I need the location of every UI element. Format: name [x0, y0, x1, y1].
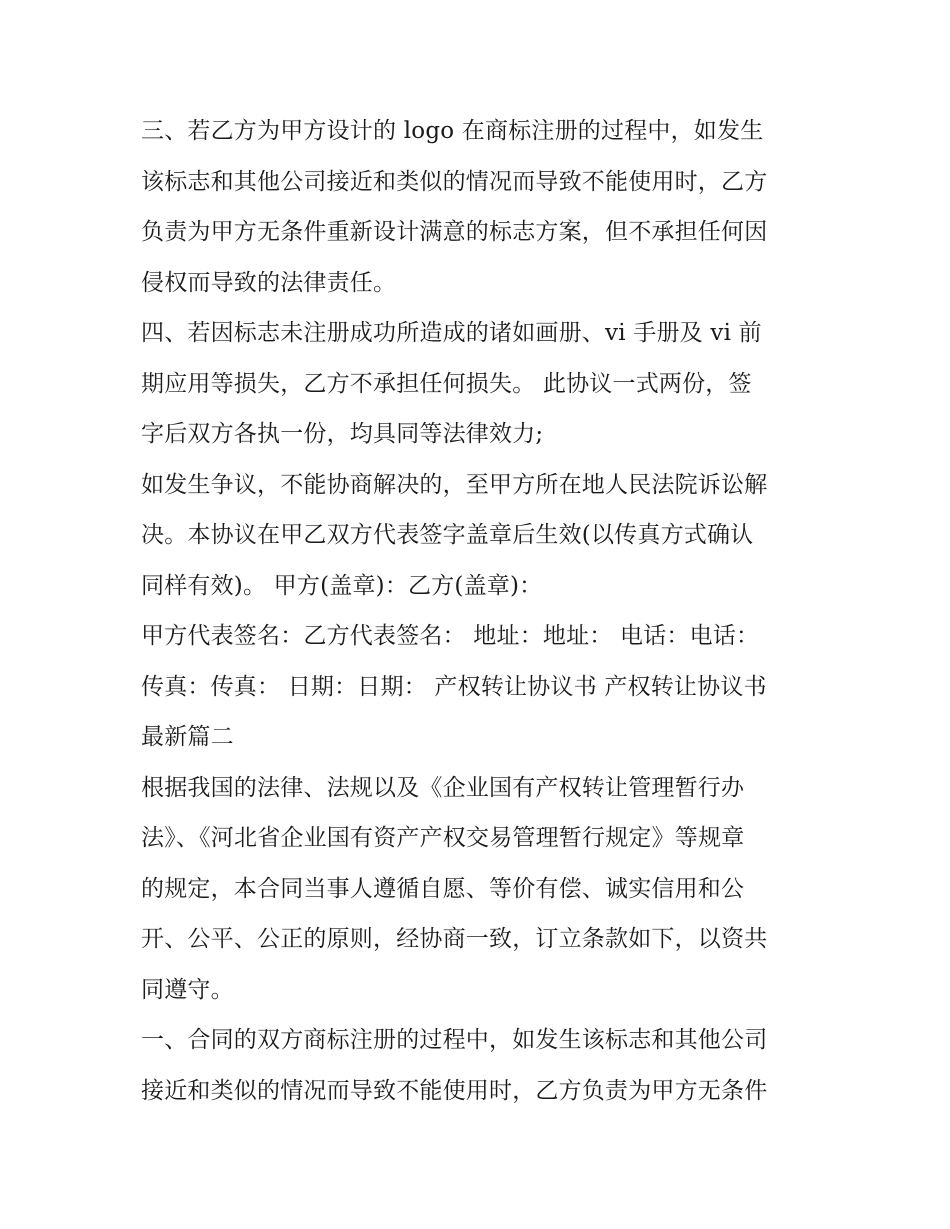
text-line: 开、公平、公正的原则，经协商一致，订立条款如下，以资共: [141, 926, 768, 952]
text-line: 期应用等损失，乙方不承担任何损失。 此协议一式两份，签: [141, 370, 752, 397]
text-line: 法》、《河北省企业国有资产产权交易管理暂行规定》等规章: [141, 825, 745, 851]
text-line: 字后双方各执一份，均具同等法律效力;: [141, 421, 544, 447]
document-body: [141, 106, 821, 1116]
text-line: 最新篇二: [141, 724, 234, 750]
text-line: 接近和类似的情况而导致不能使用时，乙方负责为甲方无条件: [141, 1077, 768, 1104]
text-line: 根据我国的法律、法规以及《企业国有产权转让管理暂行办: [141, 774, 745, 801]
text-line: 一、合同的双方商标注册的过程中，如发生该标志和其他公司: [141, 1027, 768, 1053]
text-line: 负责为甲方无条件重新设计满意的标志方案，但不承担任何因: [141, 219, 768, 245]
text-line: 三、若乙方为甲方设计的 logo 在商标注册的过程中，如发生: [141, 118, 764, 144]
text-line: 的规定，本合同当事人遵循自愿、等价有偿、诚实信用和公: [141, 875, 745, 902]
text-line: 决。本协议在甲乙双方代表签字盖章后生效(以传真方式确认: [141, 522, 754, 548]
text-line: 该标志和其他公司接近和类似的情况而导致不能使用时，乙方: [141, 168, 768, 195]
text-line: 同样有效)。 甲方(盖章)：乙方(盖章)：: [141, 572, 543, 599]
text-line: 同遵守。: [141, 976, 234, 1003]
text-line: 四、若因标志未注册成功所造成的诸如画册、vi 手册及 vi 前: [141, 320, 762, 346]
text-line: 甲方代表签名：乙方代表签名： 地址：地址： 电话：电话：: [141, 623, 760, 649]
text-line: 如发生争议，不能协商解决的，至甲方所在地人民法院诉讼解: [141, 471, 768, 498]
text-line: 传真：传真： 日期：日期： 产权转让协议书 产权转让协议书: [141, 673, 767, 700]
text-line: 侵权而导致的法律责任。: [141, 269, 397, 296]
